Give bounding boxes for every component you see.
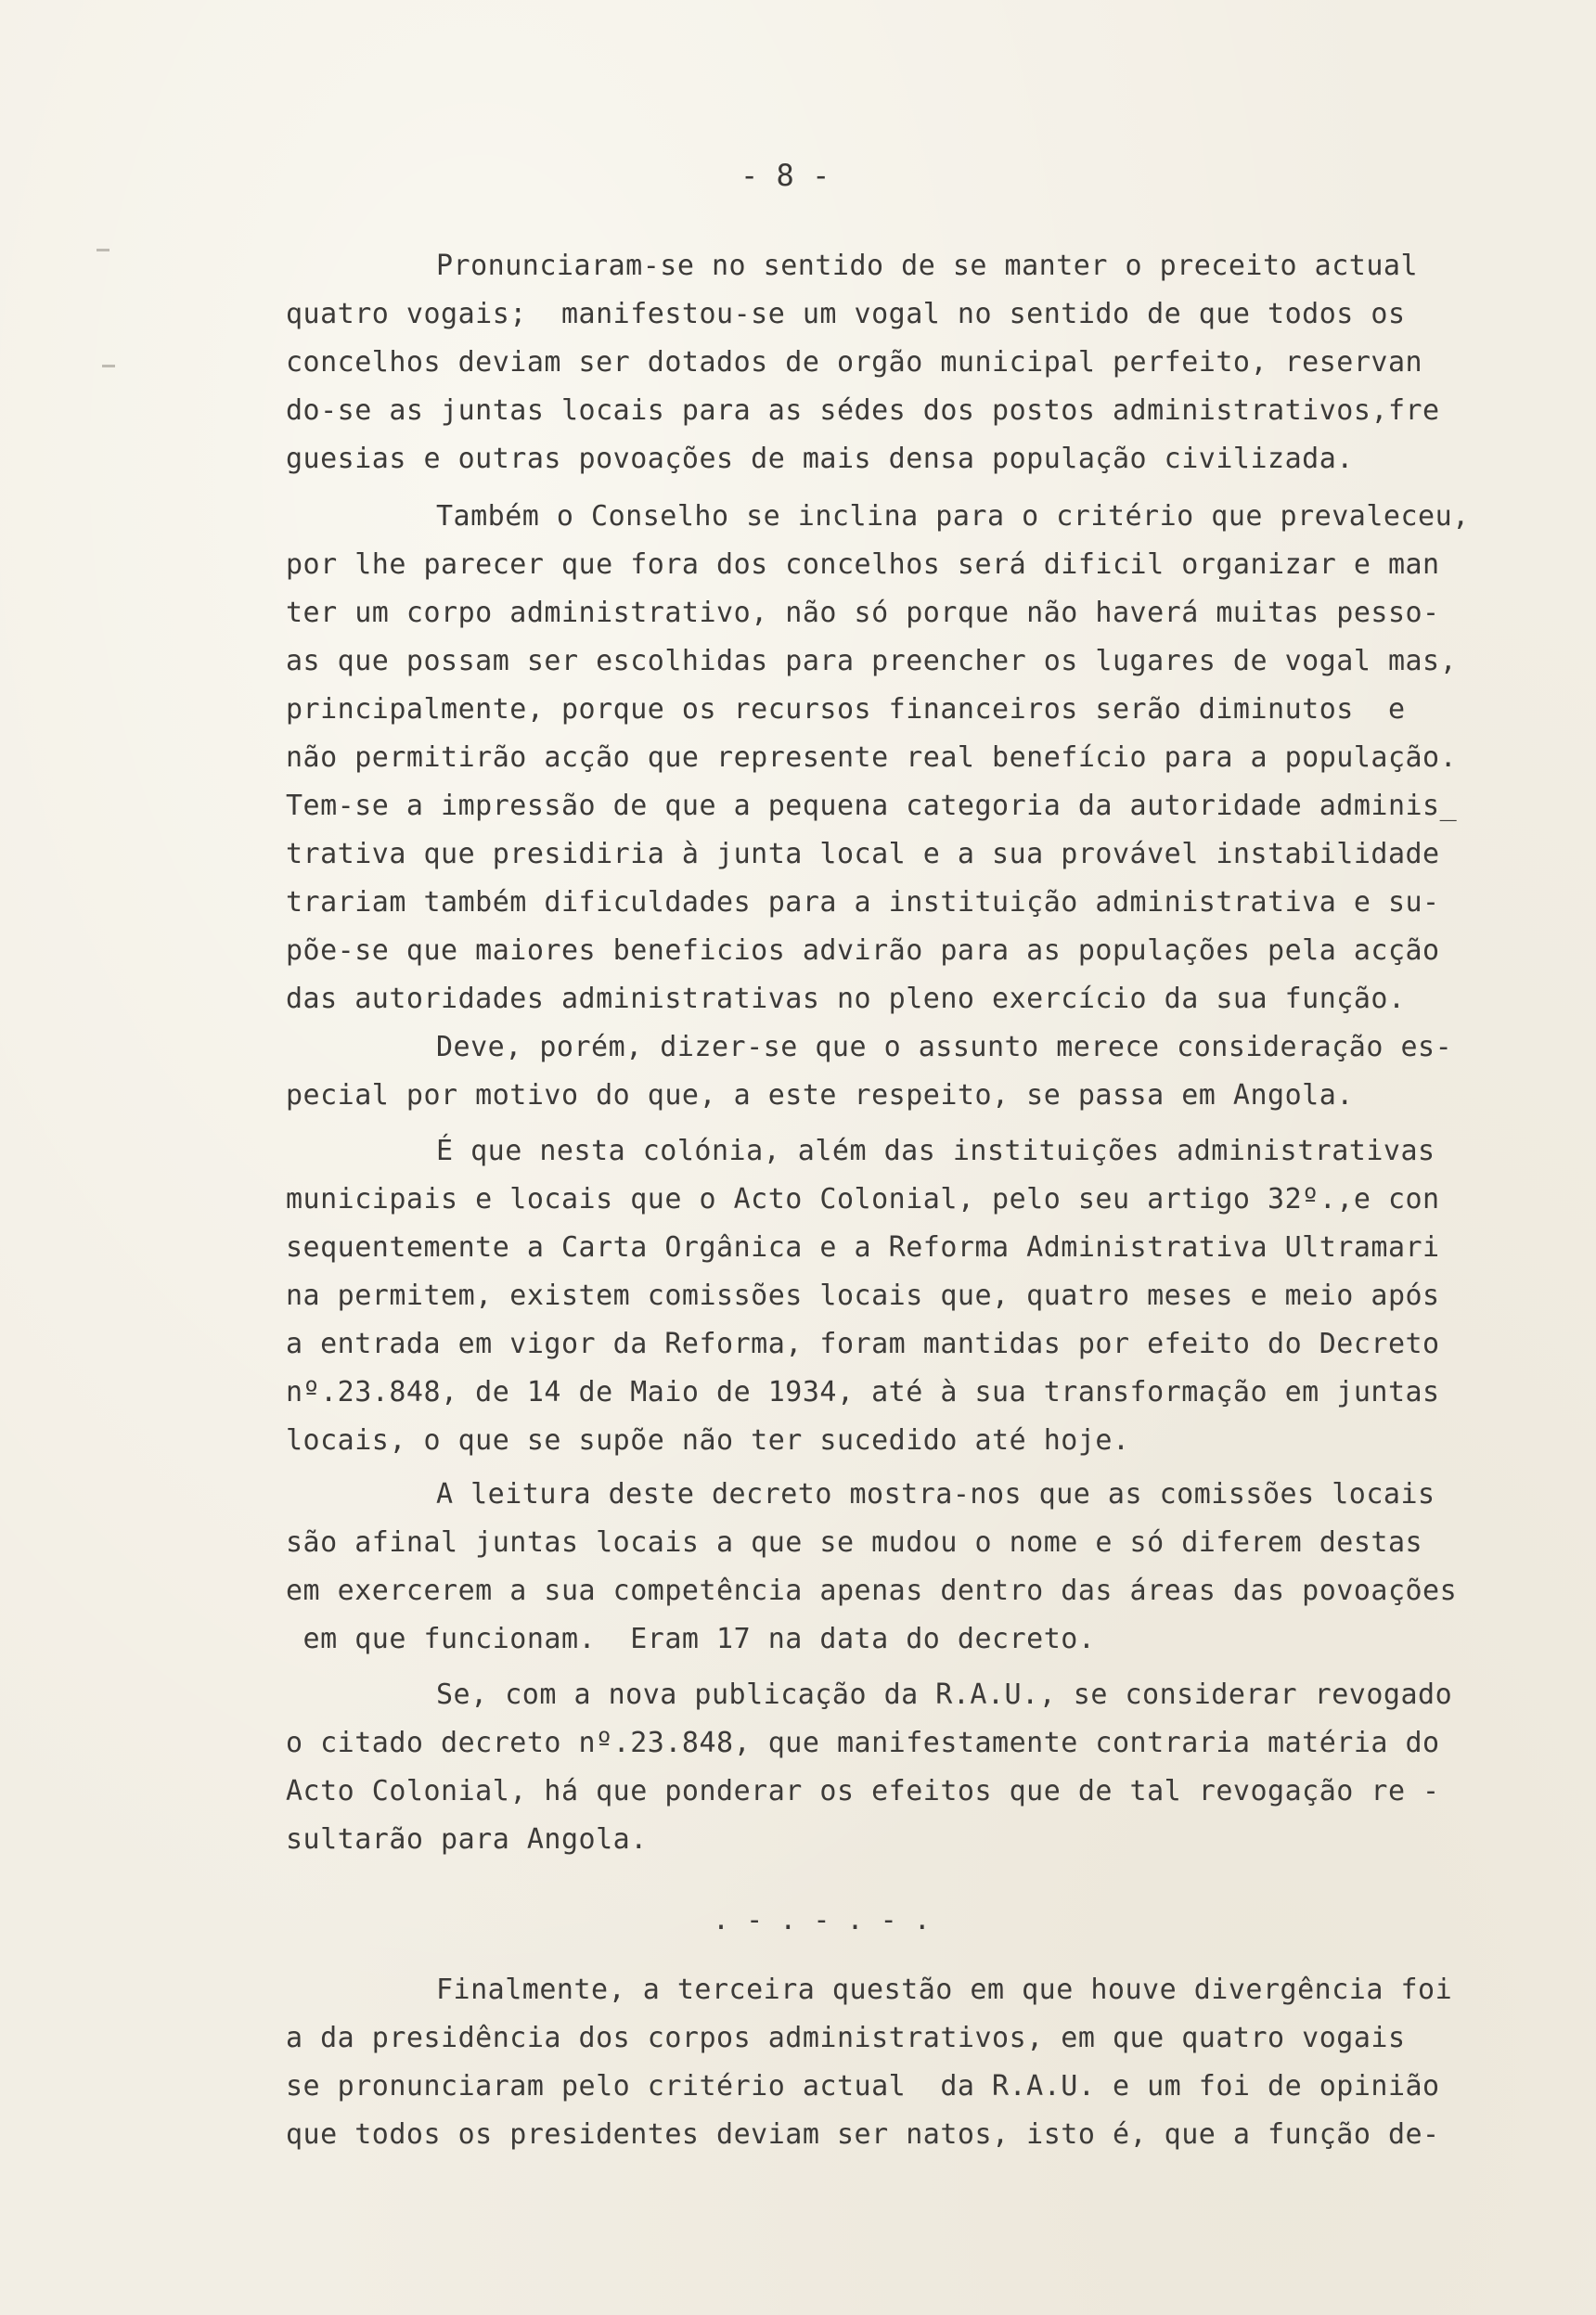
text-line: Pronunciaram-se no sentido de se manter o preceito actual <box>436 250 1419 282</box>
text-line: A leitura deste decreto mostra-nos que as comissões locais <box>436 1478 1435 1511</box>
text-line: Acto Colonial, há que ponderar os efeitos que de tal revogação re - <box>286 1775 1440 1807</box>
text-line: a entrada em vigor da Reforma, foram mantidas por efeito do Decreto <box>286 1328 1440 1360</box>
text-line: pecial por motivo do que, a este respeito, se passa em Angola. <box>286 1079 1354 1112</box>
text-line: municipais e locais que o Acto Colonial, pelo seu artigo 32º.,e con <box>286 1183 1440 1215</box>
section-separator: . - . - . - . <box>713 1904 931 1936</box>
text-line: Finalmente, a terceira questão em que houve divergência foi <box>436 1974 1453 2006</box>
text-line: se pronunciaram pelo critério actual da R.A.U. e um foi de opinião <box>286 2070 1440 2103</box>
text-line: trariam também dificuldades para a instituição administrativa e su- <box>286 886 1440 919</box>
text-line: quatro vogais; manifestou-se um vogal no sentido de que todos os <box>286 298 1406 330</box>
text-line: sultarão para Angola. <box>286 1823 648 1856</box>
text-line: Tem-se a impressão de que a pequena categoria da autoridade adminis_ <box>286 790 1458 822</box>
margin-mark <box>102 365 115 367</box>
text-line: sequentemente a Carta Orgânica e a Reforma Administrativa Ultramari <box>286 1231 1440 1264</box>
text-line: são afinal juntas locais a que se mudou o nome e só diferem destas <box>286 1526 1423 1559</box>
text-line: concelhos deviam ser dotados de orgão municipal perfeito, reservan <box>286 346 1423 379</box>
text-line: por lhe parecer que fora dos concelhos será dificil organizar e man <box>286 548 1440 581</box>
text-line: em exercerem a sua competência apenas dentro das áreas das povoações <box>286 1575 1458 1607</box>
text-line: a da presidência dos corpos administrativos, em que quatro vogais <box>286 2022 1406 2054</box>
text-line: em que funcionam. Eram 17 na data do decreto. <box>286 1623 1096 1655</box>
text-line: que todos os presidentes deviam ser natos, isto é, que a função de- <box>286 2118 1440 2151</box>
text-line: Se, com a nova publicação da R.A.U., se considerar revogado <box>436 1678 1453 1711</box>
text-line: Também o Conselho se inclina para o critério que prevaleceu, <box>436 500 1470 533</box>
text-line: guesias e outras povoações de mais densa população civilizada. <box>286 443 1354 475</box>
text-line: as que possam ser escolhidas para preencher os lugares de vogal mas, <box>286 645 1458 677</box>
text-line: na permitem, existem comissões locais que, quatro meses e meio após <box>286 1280 1440 1312</box>
text-line: É que nesta colónia, além das instituições administrativas <box>436 1135 1435 1167</box>
text-line: das autoridades administrativas no pleno exercício da sua função. <box>286 983 1406 1015</box>
margin-mark <box>97 249 109 251</box>
text-line: trativa que presidiria à junta local e a sua provável instabilidade <box>286 838 1440 870</box>
text-line: não permitirão acção que represente real benefício para a população. <box>286 741 1458 774</box>
text-line: principalmente, porque os recursos financeiros serão diminutos e <box>286 693 1406 726</box>
page-number: - 8 - <box>740 158 830 193</box>
text-line: ter um corpo administrativo, não só porque não haverá muitas pesso- <box>286 597 1440 629</box>
text-line: do-se as juntas locais para as sédes dos postos administrativos,fre <box>286 394 1440 427</box>
text-line: nº.23.848, de 14 de Maio de 1934, até à sua transformação em juntas <box>286 1376 1440 1408</box>
text-line: o citado decreto nº.23.848, que manifestamente contraria matéria do <box>286 1727 1440 1759</box>
text-line: Deve, porém, dizer-se que o assunto merece consideração es- <box>436 1031 1453 1063</box>
text-line: locais, o que se supõe não ter sucedido até hoje. <box>286 1424 1130 1457</box>
text-line: põe-se que maiores beneficios advirão para as populações pela acção <box>286 934 1440 967</box>
